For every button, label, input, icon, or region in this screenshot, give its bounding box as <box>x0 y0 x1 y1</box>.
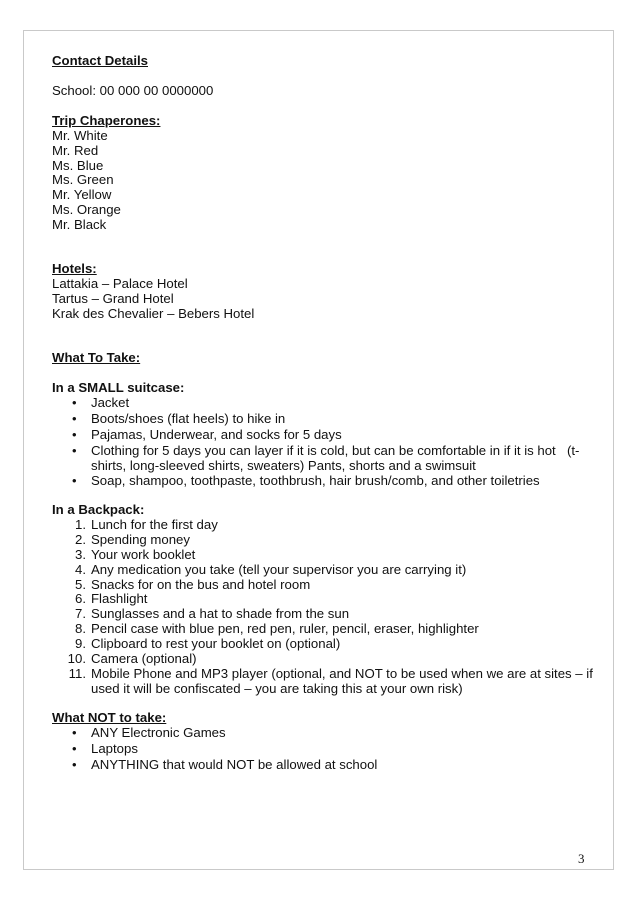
list-number: 9. <box>75 636 86 651</box>
suitcase-heading: In a SMALL suitcase: <box>52 380 185 395</box>
list-number: 8. <box>75 621 86 636</box>
not-to-take-item: Laptops <box>91 741 138 756</box>
suitcase-item: Boots/shoes (flat heels) to hike in <box>91 411 286 426</box>
bullet-icon: • <box>72 473 77 488</box>
not-to-take-item: ANY Electronic Games <box>91 725 226 740</box>
backpack-item: Any medication you take (tell your supervisor you are carrying it) <box>91 562 467 577</box>
backpack-item: Sunglasses and a hat to shade from the sun <box>91 606 350 621</box>
backpack-item: Your work booklet <box>91 547 196 562</box>
chaperone-item: Mr. White <box>52 128 108 143</box>
contact-heading: Contact Details <box>52 53 148 68</box>
bullet-icon: • <box>72 411 77 426</box>
chaperone-item: Mr. Red <box>52 143 99 158</box>
list-number: 5. <box>75 577 86 592</box>
bullet-icon: • <box>72 427 77 442</box>
list-number: 11. <box>68 666 86 681</box>
backpack-item: Spending money <box>91 532 190 547</box>
suitcase-item: Jacket <box>91 395 130 410</box>
backpack-item-wrap: used it will be confiscated – you are taking this at your own risk) <box>91 681 463 696</box>
hotel-item: Tartus – Grand Hotel <box>52 291 174 306</box>
not-to-take-heading: What NOT to take: <box>52 710 167 725</box>
backpack-heading: In a Backpack: <box>52 502 145 517</box>
list-number: 10. <box>67 651 86 666</box>
backpack-item: Pencil case with blue pen, red pen, ruler, pencil, eraser, highlighter <box>91 621 479 636</box>
list-number: 6. <box>75 591 86 606</box>
list-number: 4. <box>75 562 86 577</box>
suitcase-item: Pajamas, Underwear, and socks for 5 days <box>91 427 342 442</box>
list-number: 7. <box>75 606 86 621</box>
school-phone: School: 00 000 00 0000000 <box>52 83 214 98</box>
list-number: 3. <box>75 547 86 562</box>
list-number: 2. <box>75 532 86 547</box>
backpack-item: Mobile Phone and MP3 player (optional, and NOT to be used when we are at sites – if <box>91 666 593 681</box>
backpack-item: Camera (optional) <box>91 651 197 666</box>
page-number: 3 <box>578 851 585 866</box>
chaperone-item: Mr. Black <box>52 217 107 232</box>
suitcase-item: Clothing for 5 days you can layer if it is cold, but can be comfortable in if it is hot <box>91 443 556 458</box>
bullet-icon: • <box>72 741 77 756</box>
hotels-heading: Hotels: <box>52 261 97 276</box>
chaperone-item: Ms. Blue <box>52 158 104 173</box>
suitcase-item-continuation: (t- <box>567 443 580 458</box>
backpack-item: Clipboard to rest your booklet on (optional) <box>91 636 341 651</box>
backpack-item: Lunch for the first day <box>91 517 218 532</box>
bullet-icon: • <box>72 757 77 772</box>
bullet-icon: • <box>72 395 77 410</box>
chaperone-item: Mr. Yellow <box>52 187 112 202</box>
suitcase-item-wrap: shirts, long-sleeved shirts, sweaters) Pants, shorts and a swimsuit <box>91 458 476 473</box>
hotel-item: Lattakia – Palace Hotel <box>52 276 188 291</box>
chaperones-heading: Trip Chaperones: <box>52 113 161 128</box>
chaperone-item: Ms. Green <box>52 172 114 187</box>
list-number: 1. <box>75 517 86 532</box>
backpack-item: Snacks for on the bus and hotel room <box>91 577 311 592</box>
not-to-take-item: ANYTHING that would NOT be allowed at school <box>91 757 378 772</box>
backpack-item: Flashlight <box>91 591 148 606</box>
suitcase-item: Soap, shampoo, toothpaste, toothbrush, hair brush/comb, and other toiletries <box>91 473 540 488</box>
chaperone-item: Ms. Orange <box>52 202 121 217</box>
hotel-item: Krak des Chevalier – Bebers Hotel <box>52 306 255 321</box>
what-to-take-heading: What To Take: <box>52 350 141 365</box>
bullet-icon: • <box>72 443 77 458</box>
bullet-icon: • <box>72 725 77 740</box>
